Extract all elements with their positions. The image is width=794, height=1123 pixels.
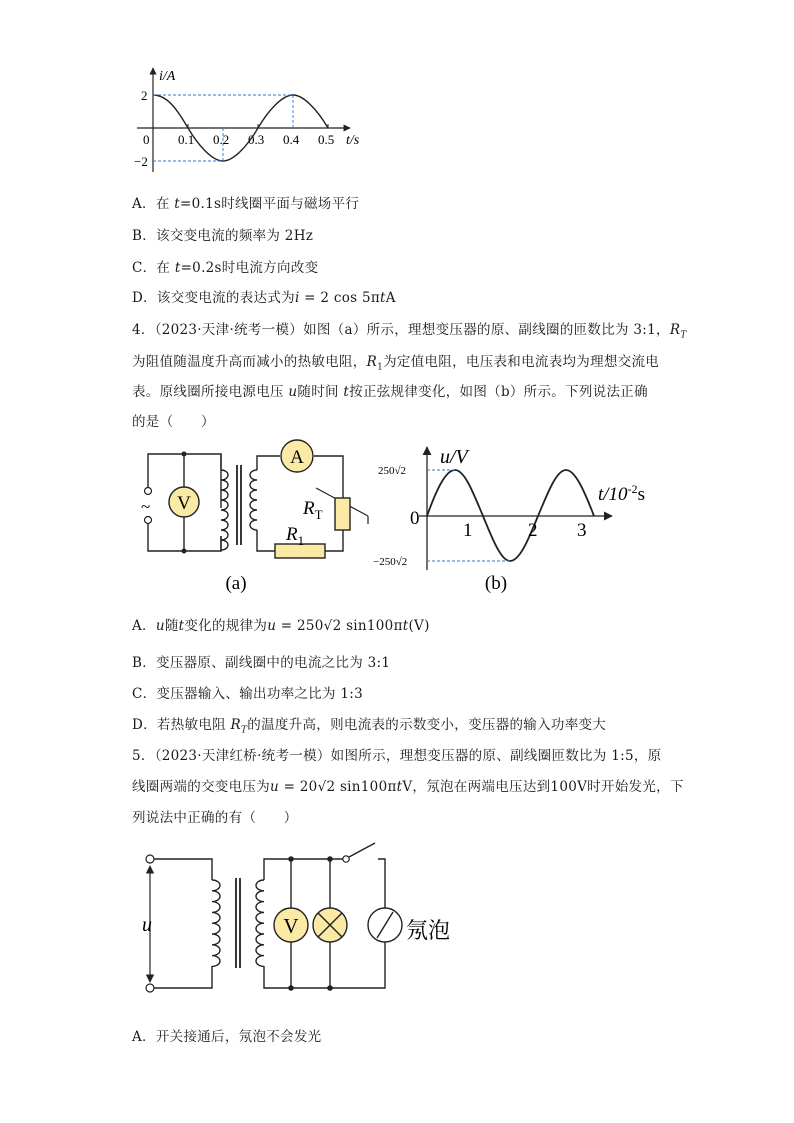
q5-stem-line-2: 线圈两端的交变电压为u = 20√2 sin100πtV，氖泡在两端电压达到100V时开始发光，下 — [132, 779, 684, 795]
q3-option-d: D．该交变电流的表达式为i = 2 cos 5πtA — [132, 290, 396, 306]
y-axis-label: u/V — [440, 446, 468, 468]
svg-text:A: A — [290, 447, 304, 468]
y-axis-label: i/A — [159, 69, 176, 84]
q4-stem-line-1: 4．（2023·天津·统考一模）如图（a）所示，理想变压器的原、副线圈的匝数比为 3:1，$R_T$ — [132, 322, 687, 341]
x-tick-label: 0.3 — [248, 132, 265, 147]
q4-stem-line-2: 为阻值随温度升高而减小的热敏电阻，$R_1$为定值电阻，电压表和电流表均为理想交流电 — [132, 354, 660, 373]
origin-label: 0 — [410, 508, 420, 529]
x-tick-label: 0.1 — [178, 132, 195, 147]
q5-stem-line-1: 5．（2023·天津红桥·统考一模）如图所示，理想变压器的原、副线圈匝数比为 1:5，原 — [132, 748, 662, 764]
figure-caption-a: (a) — [225, 573, 247, 594]
x-axis-label: t/s — [346, 133, 360, 148]
y-tick-label: −2 — [134, 154, 148, 169]
x-tick-label: 3 — [577, 520, 587, 541]
q4-stem-line-4: 的是（ ） — [132, 414, 215, 430]
x-tick-label: 0.4 — [283, 132, 300, 147]
svg-text:V: V — [177, 493, 191, 514]
y-tick-label: 2 — [141, 88, 148, 103]
x-axis-label: $t/10^{-2}s$ — [598, 482, 645, 505]
x-tick-label: 2 — [528, 520, 538, 541]
x-tick-label: 1 — [463, 520, 473, 541]
switch-icon — [349, 843, 375, 857]
q4-option-c: C．变压器输入、输出功率之比为 1:3 — [132, 686, 364, 702]
x-tick-label: 0.5 — [318, 132, 335, 147]
x-tick-label: 0.2 — [213, 132, 230, 147]
svg-text:V: V — [283, 914, 299, 938]
q4-option-d: D．若热敏电阻 $R_T$的温度升高，则电流表的示数变小，变压器的输入功率变大 — [132, 717, 607, 736]
q4-option-a: A．u随t变化的规律为u = 250√2 sin100πt(V) — [132, 618, 430, 634]
thermistor-label: $R_T$ — [303, 498, 323, 522]
y-tick-label: −250√2 — [373, 556, 408, 568]
q3-option-c: C．在 t=0.2s时电流方向改变 — [132, 260, 319, 276]
origin-label: 0 — [143, 132, 150, 147]
voltage-label: u — [142, 914, 152, 936]
figure-caption-b: (b) — [484, 573, 508, 594]
y-tick-label: 250√2 — [378, 465, 407, 477]
ac-source-symbol: ~ — [141, 497, 151, 516]
q4-stem-line-3: 表。原线圈所接电源电压 u随时间 t按正弦规律变化，如图（b）所示。下列说法正确 — [132, 384, 648, 400]
q3-option-b: B．该交变电流的频率为 2Hz — [132, 228, 314, 244]
q5-option-a: A．开关接通后，氖泡不会发光 — [132, 1029, 322, 1045]
q4-option-b: B．变压器原、副线圈中的电流之比为 3:1 — [132, 655, 391, 671]
q3-option-a: A．在 t=0.1s时线圈平面与磁场平行 — [132, 196, 360, 212]
q5-stem-line-3: 列说法中正确的有（ ） — [132, 810, 298, 826]
neon-bulb-label: 氖泡 — [406, 919, 451, 944]
resistor-label: $R_1$ — [286, 524, 305, 548]
